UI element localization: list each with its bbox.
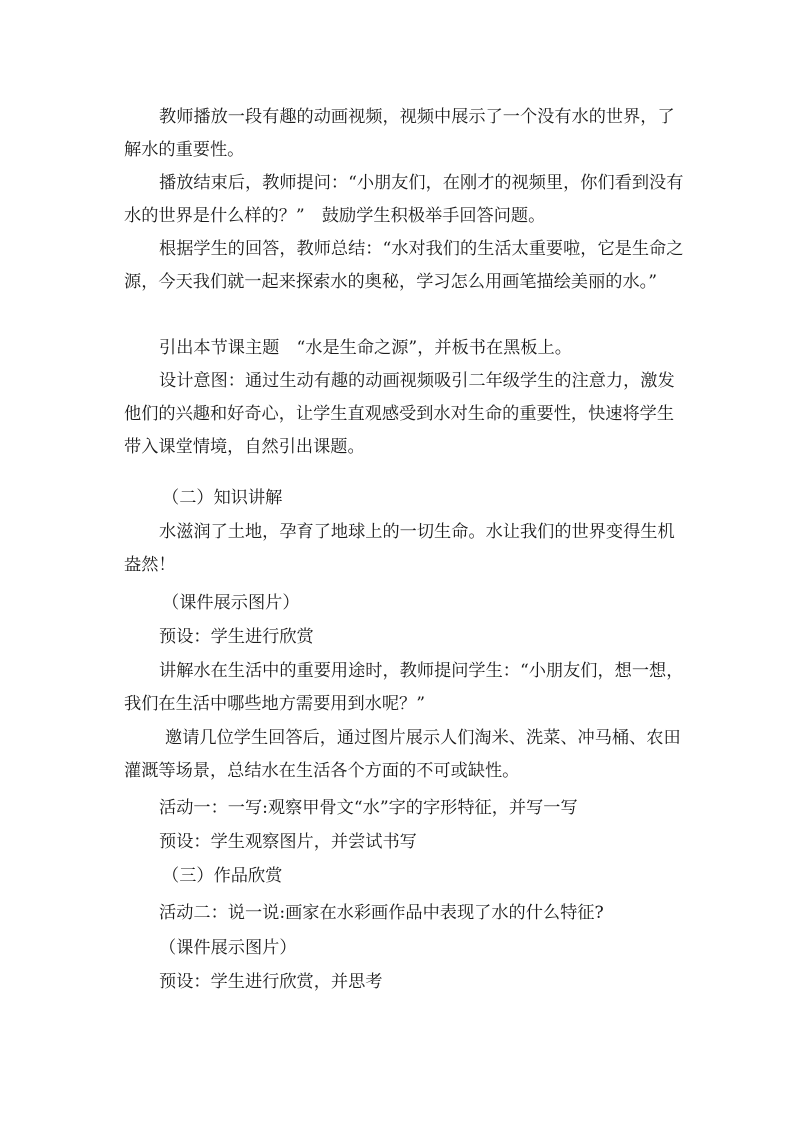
activity-one: 活动一：一写:观察甲骨文“水”字的字形特征，并写一写 — [159, 798, 578, 818]
section-heading-artwork: （三）作品欣赏 — [162, 866, 283, 886]
note-courseware-images-1: （课件展示图片） — [162, 593, 300, 613]
preset-appreciate-think: 预设：学生进行欣赏，并思考 — [159, 972, 383, 992]
paragraph-design-intent: 设计意图：通过生动有趣的动画视频吸引二年级学生的注意力，激发他们的兴趣和好奇心，让学生直观感受到水对生命的重要性，快速将学生带入课堂情境，自然引出课题。 — [124, 371, 675, 457]
note-courseware-images-2: （课件展示图片） — [159, 938, 297, 958]
paragraph-teacher-question: 播放结束后，教师提问：“小朋友们，在刚才的视频里，你们看到没有水的世界是什么样的？” 鼓励学生积极举手回答问题。 — [124, 173, 684, 226]
paragraph-video-intro: 教师播放一段有趣的动画视频，视频中展示了一个没有水的世界，了解水的重要性。 — [124, 107, 675, 160]
paragraph-teacher-summary: 根据学生的回答，教师总结：“水对我们的生活太重要啦，它是生命之源，今天我们就一起来探索水的奥秘，学习怎么用画笔描绘美丽的水。” — [124, 239, 684, 292]
preset-appreciate-1: 预设：学生进行欣赏 — [159, 627, 314, 647]
paragraph-water-nourish: 水滋润了土地，孕育了地球上的一切生命。水让我们的世界变得生机盎然！ — [124, 522, 675, 575]
section-heading-knowledge: （二）知识讲解 — [162, 488, 283, 508]
paragraph-students-answer: 邀请几位学生回答后，通过图片展示人们淘米、洗菜、冲马桶、农田灌溉等场景，总结水在生活各个方面的不可或缺性。 — [124, 728, 681, 781]
activity-two: 活动二：说一说:画家在水彩画作品中表现了水的什么特征? — [159, 903, 604, 923]
paragraph-topic-intro: 引出本节课主题 “水是生命之源”，并板书在黑板上。 — [159, 338, 572, 358]
preset-observe: 预设：学生观察图片，并尝试书写 — [159, 832, 417, 852]
paragraph-water-uses: 讲解水在生活中的重要用途时，教师提问学生：“小朋友们，想一想，我们在生活中哪些地方需要用到水呢？” — [124, 661, 684, 714]
